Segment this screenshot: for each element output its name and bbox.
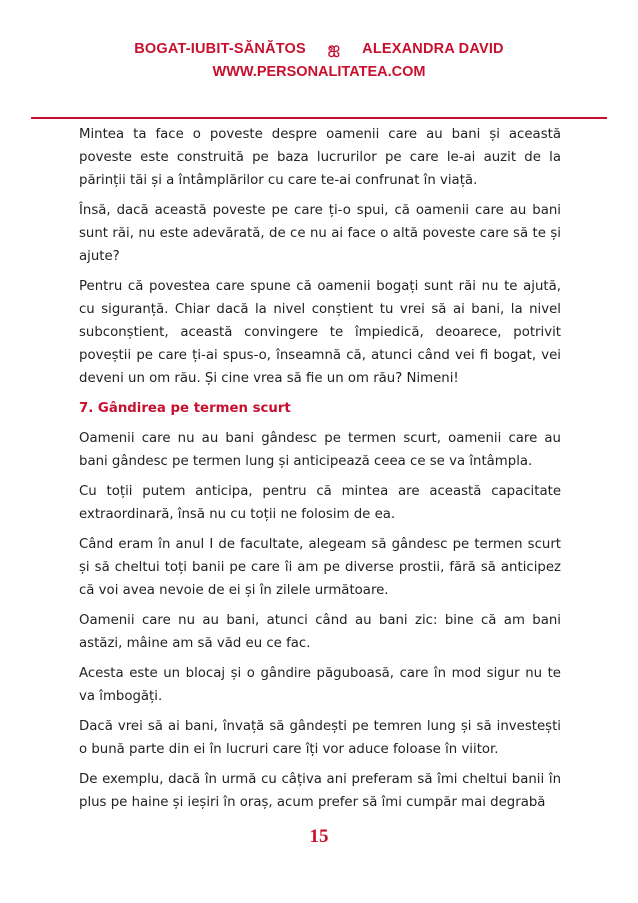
running-header: [0, 40, 638, 59]
paragraph: Când eram în anul I de facultate, alegeam să gândesc pe termen scurt și să cheltui toți banii pe care îi am pe diverse prostii, fără să anticipez că voi avea nevoie de ei și în zilele următoare.: [79, 537, 561, 598]
paragraph: Mintea ta face o poveste despre oamenii care au bani și această poveste este construită pe baza lucrurilor pe care le-ai auzit de la părinții tăi și a întâmplărilor cu care te-ai confrunat în viață.: [79, 127, 561, 188]
paragraph: Oamenii care nu au bani, atunci când au bani zic: bine că am bani astăzi, mâine am să văd eu ce fac.: [79, 613, 561, 651]
paragraph: Cu toții putem anticipa, pentru că mintea are această capacitate extraordinară, însă nu cu toții ne folosim de ea.: [79, 484, 561, 522]
paragraph: Dacă vrei să ai bani, învață să gândești pe temren lung și să investești o bună parte din ei în lucruri care îți vor aduce foloase în viitor.: [79, 719, 561, 757]
body-text: [79, 123, 561, 821]
section-heading: 7. Gândirea pe termen scurt: [79, 401, 291, 416]
header-author: ALEXANDRA DAVID: [362, 41, 504, 57]
paragraph: Acesta este un blocaj și o gândire păguboasă, care în mod sigur nu te va îmbogăți.: [79, 666, 561, 704]
page-number: 15: [309, 826, 329, 847]
paragraph: Oamenii care nu au bani gândesc pe termen scurt, oamenii care au bani gândesc pe termen lung și anticipează ceea ce se va întâmpla.: [79, 431, 561, 469]
header-divider: [31, 117, 607, 119]
paragraph: Pentru că povestea care spune că oamenii bogați sunt răi nu te ajută, cu siguranță. Chiar dacă la nivel conștient tu vrei să ai bani, la nivel subconștient, această convingere te împiedică, deoarece, potrivit poveștii pe care ți-ai spus-o, înseamnă că, atunci când vei fi bogat, vei deveni un om rău. Și cine vrea să fie un om rău? Nimeni!: [79, 279, 561, 386]
header-title-left: BOGAT-IUBIT-SĂNĂTOS: [134, 41, 306, 57]
paragraph: De exemplu, dacă în urmă cu câțiva ani preferam să îmi cheltui banii în plus pe haine și ieșiri în oraș, acum prefer să îmi cumpăr mai degrabă: [79, 772, 561, 810]
paragraph: Însă, dacă această poveste pe care ți-o spui, că oamenii care au bani sunt răi, nu este adevărată, de ce nu ai face o altă poveste care să te și ajute?: [79, 203, 561, 264]
header-website: WWW.PERSONALITATEA.COM: [212, 64, 426, 80]
ornament-icon: ஐ: [327, 40, 341, 57]
